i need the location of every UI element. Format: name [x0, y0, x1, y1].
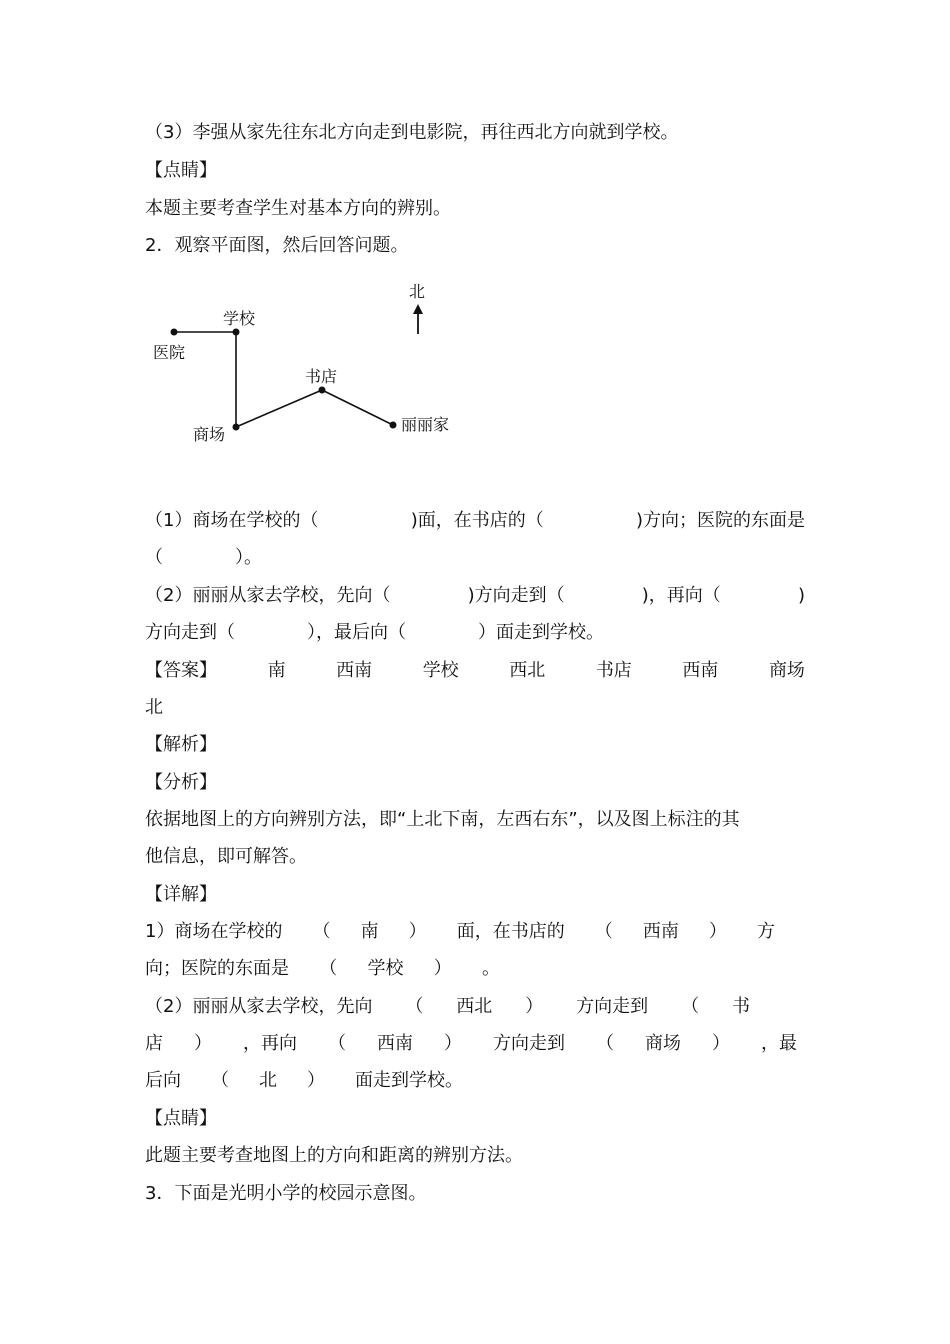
text-segment: 方 [756, 921, 775, 942]
text-segment: ，最 [761, 1033, 797, 1054]
detail-line [145, 1069, 463, 1093]
lili-home-label: 丽丽家 [401, 415, 450, 434]
north-arrow-icon [413, 304, 423, 334]
q2-part1-line2: （ ）。 [145, 547, 262, 568]
text-segment: ） [433, 958, 452, 979]
hospital-label: 医院 [153, 343, 186, 362]
text-segment: （ [312, 921, 331, 942]
lili-home-point [390, 422, 397, 429]
text-segment: 学校 [367, 958, 404, 979]
answer-heading: 【答案】 [145, 660, 217, 681]
answer-item: 书店 [595, 660, 632, 681]
bookstore-home-road [322, 390, 393, 425]
analysis-text: 依据地图上的方向辨别方法，即“上北下南，左西右东”，以及图上标注的其 [145, 809, 740, 830]
text-segment: ） [408, 921, 427, 942]
analysis-text: 他信息，即可解答。 [145, 846, 307, 867]
answer-item: 北 [145, 697, 163, 718]
detail-line [145, 1032, 797, 1056]
answer-item: 西南 [336, 660, 373, 681]
bookstore-point [319, 387, 326, 394]
text-segment: 后向 [145, 1070, 181, 1091]
text-segment: ） [712, 1033, 730, 1054]
text-segment: （ [596, 1033, 614, 1054]
text-segment: ） [708, 921, 727, 942]
text-segment: 面，在书店的 [456, 921, 565, 942]
detail-line [145, 995, 750, 1019]
text-segment: ） [525, 996, 544, 1017]
question-3-prompt: 3．下面是光明小学的校园示意图。 [145, 1183, 427, 1204]
q2-part1-line1 [145, 509, 805, 533]
text-segment: ） [194, 1033, 212, 1054]
school-label: 学校 [223, 309, 256, 328]
analysis-heading: 【解析】 [145, 734, 217, 755]
q2-part2-line2: 方向走到（ ），最后向（ ）面走到学校。 [145, 622, 604, 643]
text-segment: )方向走到（ [467, 585, 565, 606]
analysis-subheading: 【分析】 [145, 772, 217, 793]
answer-item: 南 [267, 660, 286, 681]
text-segment: （ [405, 996, 424, 1017]
text-segment: 向；医院的东面是 [145, 958, 289, 979]
text-segment: （ [211, 1070, 229, 1091]
text-segment: 北 [259, 1070, 277, 1091]
text-segment: （ [594, 921, 613, 942]
tip-heading: 【点睛】 [145, 1108, 217, 1129]
mall-point [233, 424, 240, 431]
text-segment: （ [319, 958, 338, 979]
text-segment: 商场 [645, 1033, 681, 1054]
text-segment: )方向；医院的东面是 [635, 510, 805, 531]
tip-heading: 【点睛】 [145, 160, 217, 181]
answer-item: 西北 [509, 660, 546, 681]
mall-bookstore-road [236, 390, 322, 427]
detail-line [145, 920, 775, 944]
answer-item: 西南 [682, 660, 719, 681]
text-segment: （ [681, 996, 700, 1017]
answer-item: 学校 [422, 660, 459, 681]
text-segment: 书 [731, 996, 750, 1017]
text-segment: 西北 [456, 996, 493, 1017]
answer-line [145, 659, 805, 683]
text-segment: 南 [360, 921, 379, 942]
text-segment: 店 [145, 1033, 163, 1054]
question-2-prompt: 2．观察平面图，然后回答问题。 [145, 235, 409, 256]
text-segment: ，再向 [243, 1033, 297, 1054]
text-segment: 方向走到 [493, 1033, 565, 1054]
direction-map [0, 0, 950, 500]
text-segment: 1）商场在学校的 [145, 921, 283, 942]
text-segment: ) [797, 585, 805, 606]
answer-item: 商场 [768, 660, 805, 681]
detail-line [145, 957, 500, 981]
q1-part3-text: （3）李强从家先往东北方向走到电影院，再往西北方向就到学校。 [145, 122, 679, 143]
school-point [233, 329, 240, 336]
hospital-point [171, 329, 178, 336]
text-segment: （2）丽丽从家去学校，先向（ [145, 585, 391, 606]
mall-label: 商场 [193, 425, 226, 444]
text-segment: （2）丽丽从家去学校，先向 [145, 996, 373, 1017]
tip-text: 本题主要考查学生对基本方向的辨别。 [145, 198, 451, 219]
text-segment: 面走到学校。 [355, 1070, 463, 1091]
north-label: 北 [409, 282, 426, 301]
text-segment: 。 [482, 958, 500, 979]
text-segment: ） [307, 1070, 325, 1091]
text-segment: )，再向（ [641, 585, 721, 606]
text-segment: )面，在书店的（ [410, 510, 544, 531]
detail-heading: 【详解】 [145, 884, 217, 905]
q2-part2-line1 [145, 584, 805, 608]
text-segment: 西南 [642, 921, 679, 942]
text-segment: （ [328, 1033, 346, 1054]
text-segment: 西南 [377, 1033, 413, 1054]
text-segment: （1）商场在学校的（ [145, 510, 319, 531]
tip-text: 此题主要考查地图上的方向和距离的辨别方法。 [145, 1145, 523, 1166]
text-segment: 方向走到 [576, 996, 649, 1017]
bookstore-label: 书店 [305, 367, 338, 386]
text-segment: ） [444, 1033, 462, 1054]
